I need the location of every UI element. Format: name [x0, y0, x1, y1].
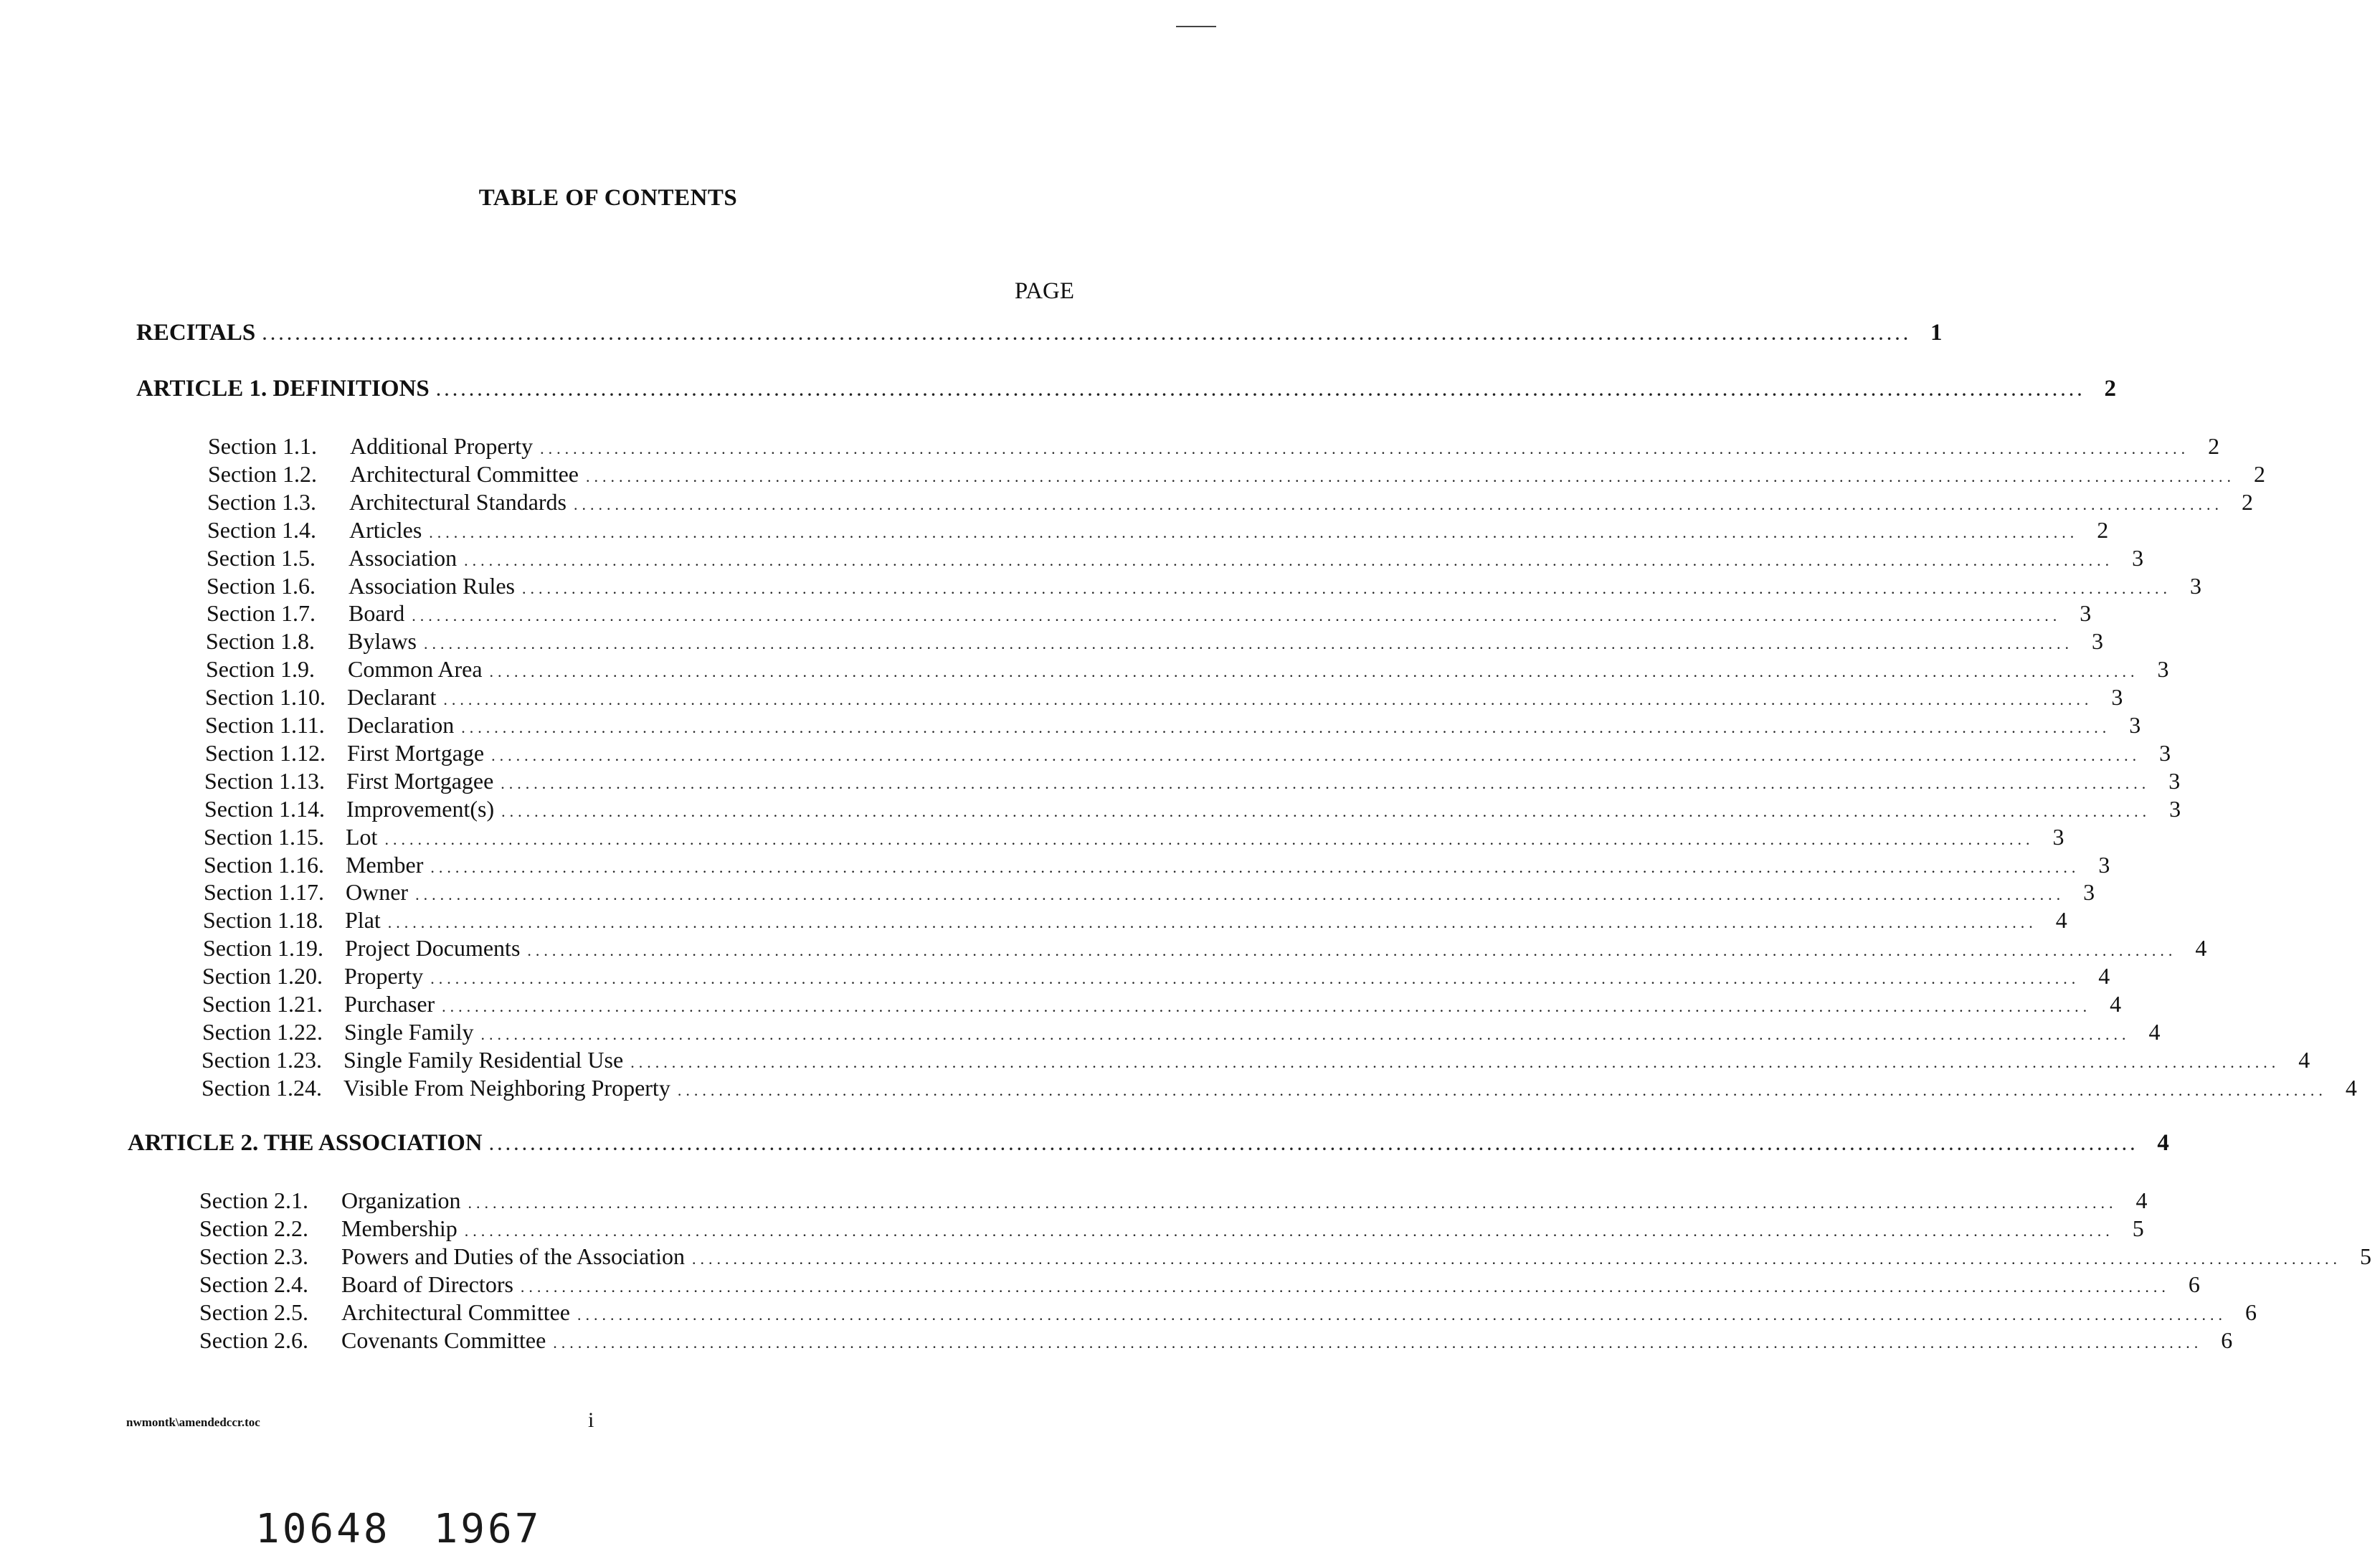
toc-section-row — [204, 823, 2064, 850]
section-number: Section 1.23. — [202, 1046, 322, 1073]
toc-section-row — [202, 991, 2122, 1017]
footer-page-number: i — [588, 1408, 594, 1432]
dot-leader: ........................................................................................................................................................................................................ — [574, 495, 2223, 513]
dot-leader: ........................................................................................................................................................................................................ — [501, 774, 2151, 792]
toc-section-row — [207, 600, 2092, 627]
section-number: Section 1.14. — [204, 795, 325, 822]
section-title: Organization — [341, 1187, 461, 1213]
section-title: Property — [344, 963, 424, 990]
dot-leader: ........................................................................................................................................................................................................ — [501, 802, 2151, 820]
page-number: 3 — [2111, 684, 2123, 711]
section-number: Section 2.6. — [199, 1327, 308, 1353]
section-number: Section 1.3. — [207, 488, 316, 515]
section-title: Declaration — [347, 712, 455, 738]
section-title: Additional Property — [350, 433, 534, 459]
toc-section-row — [205, 712, 2141, 739]
section-title: Single Family Residential Use — [343, 1046, 624, 1073]
section-number: Section 2.1. — [199, 1187, 308, 1213]
article-entry — [136, 376, 2116, 402]
page-number: 4 — [2298, 1046, 2310, 1073]
page-number: 2 — [2254, 460, 2265, 487]
page-number: 3 — [2083, 879, 2095, 906]
toc-section-row — [199, 1243, 2372, 1270]
page-number: 3 — [2098, 851, 2110, 878]
section-number: Section 1.21. — [202, 991, 323, 1017]
page-number: 4 — [2148, 1018, 2161, 1045]
dot-leader: ........................................................................................................................................................................................................ — [415, 886, 2065, 904]
section-number: Section 1.20. — [202, 963, 323, 990]
page-number: 4 — [2195, 935, 2207, 962]
stamp-right: 1967 — [433, 1506, 542, 1552]
page-number: 4 — [2055, 907, 2067, 934]
dot-leader: ........................................................................................................................................................................................................ — [442, 997, 2092, 1015]
dot-leader: ........................................................................................................................................................................................................ — [262, 326, 1912, 343]
page-number: 3 — [2129, 712, 2141, 738]
section-title: Lot — [346, 823, 378, 850]
page-number: 6 — [2245, 1299, 2257, 1325]
section-title: Architectural Standards — [349, 488, 566, 515]
section-number: Section 1.13. — [204, 767, 325, 794]
dot-leader: ........................................................................................................................................................................................................ — [429, 523, 2079, 541]
dot-leader: ........................................................................................................................................................................................................ — [443, 691, 2093, 709]
toc-section-row — [202, 963, 2110, 990]
dot-leader: ........................................................................................................................................................................................................ — [577, 1305, 2227, 1324]
toc-section-row — [205, 739, 2171, 767]
article-label: ARTICLE 1. DEFINITIONS — [136, 376, 430, 402]
section-number: Section 1.8. — [206, 628, 315, 655]
page-number: 1 — [1930, 320, 1943, 346]
section-title: Project Documents — [345, 935, 521, 962]
footer-file-path: nwmontk\amendedccr.toc — [126, 1415, 260, 1429]
page-number: 3 — [2092, 628, 2103, 655]
section-number: Section 1.10. — [205, 684, 326, 711]
section-title: Bylaws — [348, 628, 417, 655]
section-title: Improvement(s) — [346, 795, 495, 822]
dot-leader: ........................................................................................................................................................................................................ — [412, 607, 2062, 625]
document-stamp — [255, 1506, 541, 1552]
section-title: Covenants Committee — [341, 1327, 546, 1353]
section-title: Declarant — [347, 684, 437, 711]
dot-leader: ........................................................................................................................................................................................................ — [491, 746, 2141, 764]
section-title: Architectural Committee — [341, 1299, 570, 1325]
toc-section-row — [199, 1187, 2148, 1214]
toc-section-row — [199, 1271, 2200, 1298]
section-title: Common Area — [348, 656, 483, 683]
toc-section-row — [199, 1299, 2257, 1326]
toc-section-row — [204, 851, 2110, 878]
toc-section-row — [207, 572, 2201, 599]
section-title: First Mortgage — [347, 739, 485, 766]
section-number: Section 1.17. — [204, 879, 324, 906]
page-column-header: PAGE — [1014, 278, 1074, 304]
section-title: Membership — [341, 1215, 457, 1241]
page-number: 2 — [2097, 516, 2109, 543]
toc-section-row — [207, 488, 2253, 516]
dot-leader: ........................................................................................................................................................................................................ — [540, 440, 2190, 457]
section-number: Section 1.19. — [203, 935, 323, 962]
section-number: Section 1.12. — [205, 739, 326, 766]
toc-section-row — [204, 767, 2181, 794]
section-title: Architectural Committee — [350, 460, 579, 487]
section-title: Association Rules — [349, 572, 515, 599]
page-number: 5 — [2360, 1243, 2372, 1269]
section-title: Purchaser — [344, 991, 435, 1017]
page-number: 3 — [2052, 823, 2064, 850]
section-title: First Mortgagee — [346, 767, 494, 794]
page-number: 2 — [2242, 488, 2253, 515]
dot-leader: ........................................................................................................................................................................................................ — [586, 467, 2235, 485]
section-number: Section 2.3. — [199, 1243, 308, 1269]
toc-section-row — [203, 907, 2067, 934]
section-number: Section 1.18. — [203, 907, 323, 934]
dot-leader: ........................................................................................................................................................................................................ — [527, 941, 2177, 960]
section-number: Section 1.1. — [208, 433, 317, 459]
dot-leader: ........................................................................................................................................................................................................ — [387, 914, 2037, 932]
toc-section-row — [204, 795, 2181, 822]
article-entry — [128, 1130, 2169, 1157]
page-number: 2 — [2208, 433, 2220, 459]
toc-section-row — [203, 935, 2207, 962]
page-number: 3 — [2157, 656, 2169, 683]
section-number: Section 2.4. — [199, 1271, 308, 1297]
section-title: Board of Directors — [341, 1271, 513, 1297]
section-number: Section 1.22. — [202, 1018, 323, 1045]
page-number: 5 — [2132, 1215, 2144, 1241]
section-number: Section 1.15. — [204, 823, 324, 850]
section-title: Powers and Duties of the Association — [341, 1243, 686, 1269]
section-number: Section 1.6. — [207, 572, 316, 599]
scan-mark — [1176, 26, 1216, 27]
toc-section-row — [199, 1215, 2144, 1242]
toc-section-row — [205, 684, 2123, 711]
dot-leader: ........................................................................................................................................................................................................ — [480, 1025, 2130, 1043]
page-number: 6 — [2221, 1327, 2233, 1353]
dot-leader: ........................................................................................................................................................................................................ — [630, 1053, 2280, 1071]
toc-section-row — [202, 1018, 2161, 1045]
page-number: 4 — [2110, 991, 2122, 1017]
page-number: 2 — [2104, 376, 2116, 402]
dot-leader: ........................................................................................................................................................................................................ — [464, 551, 2114, 569]
toc-section-row — [206, 628, 2103, 655]
page-title: TABLE OF CONTENTS — [478, 185, 738, 211]
page-number: 3 — [2132, 544, 2144, 571]
page-number: 4 — [2345, 1074, 2357, 1101]
dot-leader: ........................................................................................................................................................................................................ — [464, 1221, 2114, 1240]
section-title: Plat — [345, 907, 381, 934]
dot-leader: ........................................................................................................................................................................................................ — [384, 830, 2034, 848]
dot-leader: ........................................................................................................................................................................................................ — [520, 1277, 2170, 1296]
toc-section-row — [208, 433, 2220, 460]
dot-leader: ........................................................................................................................................................................................................ — [468, 1194, 2118, 1212]
dot-leader: ........................................................................................................................................................................................................ — [424, 635, 2073, 653]
section-title: Member — [346, 851, 424, 878]
toc-section-row — [199, 1327, 2233, 1354]
section-number: Section 1.16. — [204, 851, 324, 878]
section-number: Section 1.9. — [206, 656, 315, 683]
dot-leader: ........................................................................................................................................................................................................ — [430, 969, 2080, 988]
section-title: Articles — [349, 516, 422, 543]
dot-leader: ........................................................................................................................................................................................................ — [677, 1081, 2327, 1099]
dot-leader: ........................................................................................................................................................................................................ — [489, 1136, 2139, 1154]
article-label: RECITALS — [136, 320, 256, 346]
section-number: Section 1.5. — [207, 544, 316, 571]
section-title: Board — [349, 600, 405, 627]
section-title: Visible From Neighboring Property — [343, 1074, 670, 1101]
recitals-entry — [136, 320, 1943, 346]
page-number: 4 — [2098, 963, 2110, 990]
page-number: 4 — [2135, 1187, 2148, 1213]
page-number: 3 — [2189, 572, 2201, 599]
section-number: Section 2.2. — [199, 1215, 308, 1241]
toc-section-row — [202, 1074, 2357, 1101]
section-number: Section 1.11. — [205, 712, 325, 738]
article-label: ARTICLE 2. THE ASSOCIATION — [128, 1130, 483, 1156]
dot-leader: ........................................................................................................................................................................................................ — [430, 858, 2080, 876]
dot-leader: ........................................................................................................................................................................................................ — [553, 1333, 2203, 1352]
toc-section-row — [207, 544, 2144, 571]
stamp-left: 10648 — [255, 1506, 391, 1552]
dot-leader: ........................................................................................................................................................................................................ — [692, 1249, 2342, 1268]
section-title: Association — [349, 544, 457, 571]
page-number: 3 — [2169, 795, 2181, 822]
toc-section-row — [208, 460, 2265, 488]
dot-leader: ........................................................................................................................................................................................................ — [521, 579, 2171, 597]
dot-leader: ........................................................................................................................................................................................................ — [489, 663, 2139, 681]
page-number: 3 — [2080, 600, 2092, 627]
section-number: Section 1.4. — [207, 516, 316, 543]
page-number: 4 — [2157, 1130, 2169, 1156]
toc-section-row — [204, 879, 2095, 906]
section-number: Section 1.7. — [207, 600, 316, 627]
page-number: 3 — [2159, 739, 2171, 766]
page-number: 3 — [2168, 767, 2181, 794]
toc-section-row — [202, 1046, 2310, 1073]
dot-leader: ........................................................................................................................................................................................................ — [436, 381, 2086, 399]
section-title: Single Family — [344, 1018, 474, 1045]
toc-section-row — [207, 516, 2109, 544]
section-number: Section 1.2. — [208, 460, 317, 487]
section-number: Section 1.24. — [202, 1074, 322, 1101]
page-number: 6 — [2188, 1271, 2200, 1297]
section-number: Section 2.5. — [199, 1299, 308, 1325]
section-title: Owner — [346, 879, 409, 906]
toc-section-row — [206, 656, 2169, 683]
dot-leader: ........................................................................................................................................................................................................ — [461, 718, 2111, 736]
